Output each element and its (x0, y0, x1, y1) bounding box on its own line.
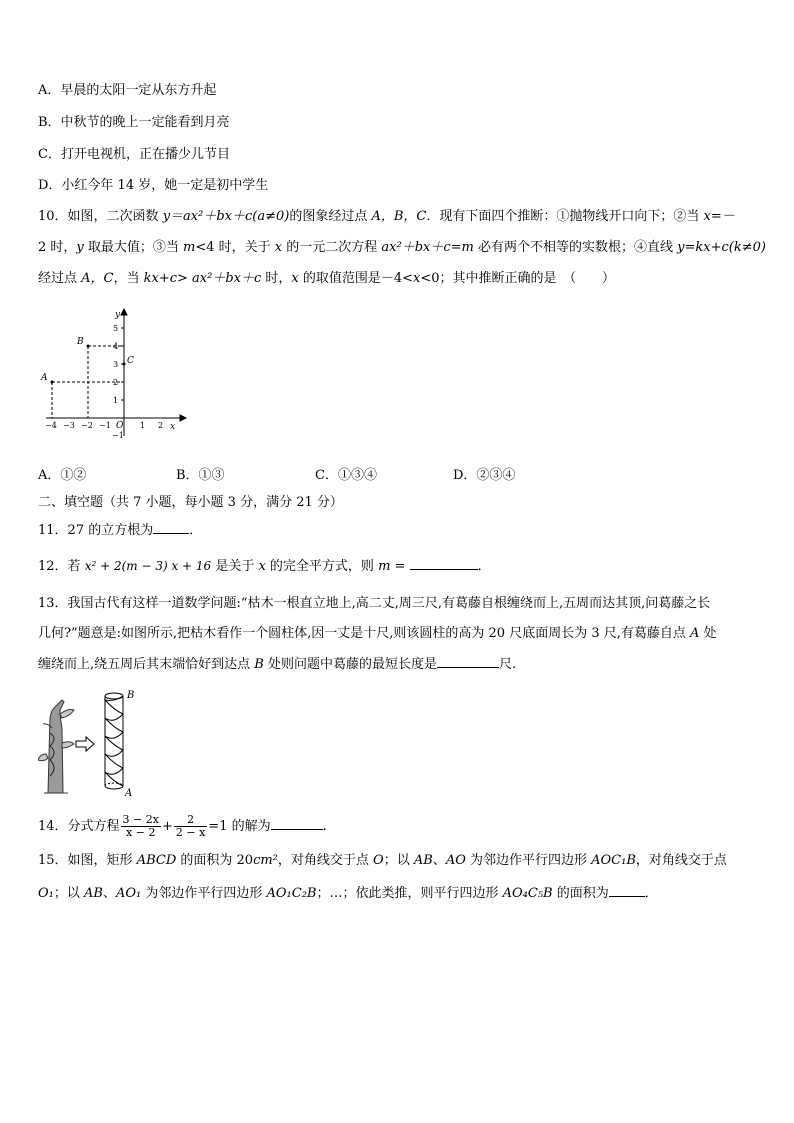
x-tick-neg3: −3 (63, 421, 75, 430)
q14: 14．分式方程 $\frac{3 - 2x}{x - 2}$ + $\frac{2}{2 - x}$ =1 的解为 . (38, 813, 327, 839)
q10-option-a: A．①② (38, 468, 87, 483)
q11-answer-blank[interactable] (153, 521, 189, 534)
q10-line-2: 2 时，y 取最大值；③当 m<4 时，关于 x 的一元二次方程 ax²＋bx＋c=m 必有两个不相等的实数根；④直线 y=kx+c(k≠0) (38, 240, 766, 255)
origin-label: O (116, 421, 124, 431)
q9-option-a: A．早晨的太阳一定从东方升起 (38, 83, 217, 98)
q13-line-1: 13．我国古代有这样一道数学问题:“枯木一根直立地上,高二丈,周三尺,有葛藤自根缠绕而上,五周而达其顶,问葛藤之长 (38, 596, 711, 611)
q9-option-d: D．小红今年 14 岁，她一定是初中学生 (38, 178, 269, 193)
q10-line-1: 10．如图，二次函数 y＝ax²＋bx＋c(a≠0)的图象经过点 A，B，C．现有下面四个推断：①抛物线开口向下；②当 x=－ (38, 209, 735, 224)
q10-coordinate-figure (38, 308, 188, 443)
y-tick-5: 5 (113, 324, 119, 333)
y-tick-neg1: −1 (112, 431, 124, 440)
point-c-label: C (127, 356, 134, 366)
cylinder-point-b-label: B (127, 690, 135, 701)
q15-answer-blank[interactable] (609, 884, 645, 897)
q14-fraction-1: $\frac{3 - 2x}{x - 2}$ (122, 813, 159, 839)
x-tick-neg4: −4 (45, 421, 57, 430)
point-a-dot (51, 381, 54, 384)
cylinder-icon (105, 693, 123, 789)
point-b-label: B (77, 337, 84, 347)
x-tick-neg1: −1 (99, 421, 111, 430)
y-tick-3: 3 (113, 360, 119, 369)
q10-option-d: D．②③④ (453, 468, 516, 483)
point-b-dot (87, 345, 90, 348)
q12: 12．若 x² + 2(m − 3) x + 16 是关于 x 的完全平方式，则 m = ． (38, 559, 491, 574)
x-tick-neg2: −2 (81, 421, 93, 430)
q14-answer-blank[interactable] (271, 817, 323, 830)
q9-option-b: B．中秋节的晚上一定能看到月亮 (38, 115, 230, 130)
point-c-dot (123, 363, 126, 366)
tree-icon (38, 700, 74, 793)
x-axis-label: x (170, 422, 176, 432)
q11: 11．27 的立方根为 ． (38, 523, 203, 538)
q12-answer-blank[interactable] (410, 557, 478, 570)
q14-fraction-2: $\frac{2}{2 - x}$ (175, 813, 206, 839)
y-tick-4: 4 (113, 342, 119, 351)
q15-line-2: O₁；以 AB、AO₁ 为邻边作平行四边形 AO₁C₂B；…；依此类推，则平行四边形 AO₄C₅B 的面积为 ． (38, 886, 658, 901)
y-tick-1: 1 (113, 396, 119, 405)
x-axis-arrow (180, 415, 186, 421)
x-tick-2: 2 (158, 421, 164, 430)
y-axis-arrow (121, 309, 127, 315)
q10-line-3: 经过点 A，C，当 kx+c> ax²＋bx＋c 时，x 的取值范围是－4<x<0；其中推断正确的是 （ ） (38, 271, 616, 286)
point-a-label: A (41, 373, 48, 383)
q13-tree-cylinder-figure (38, 688, 148, 798)
q13-line-3: 缠绕而上,绕五周后其末端恰好到达点 B 处则问题中葛藤的最短长度是 尺. (38, 657, 517, 672)
y-axis-label: y (115, 310, 121, 320)
q15-line-1: 15．如图，矩形 ABCD 的面积为 20cm²，对角线交于点 O；以 AB、AO 为邻边作平行四边形 AOC₁B，对角线交于点 (38, 853, 727, 868)
q13-line-2: 几何?”题意是:如图所示,把枯木看作一个圆柱体,因一丈是十尺,则该圆柱的高为 20 尺底面周长为 3 尺,有葛藤自点 A 处 (38, 626, 717, 641)
cylinder-point-a-label: A (125, 788, 133, 798)
q13-answer-blank[interactable] (437, 655, 499, 668)
section-heading: 二、填空题（共 7 小题，每小题 3 分，满分 21 分） (38, 495, 343, 510)
y-tick-2: 2 (113, 378, 119, 387)
x-tick-1: 1 (140, 421, 146, 430)
q10-option-b: B．①③ (176, 468, 225, 483)
right-arrow-icon (76, 737, 94, 751)
q10-option-c: C．①③④ (315, 468, 377, 483)
q9-option-c: C．打开电视机，正在播少儿节目 (38, 147, 230, 162)
